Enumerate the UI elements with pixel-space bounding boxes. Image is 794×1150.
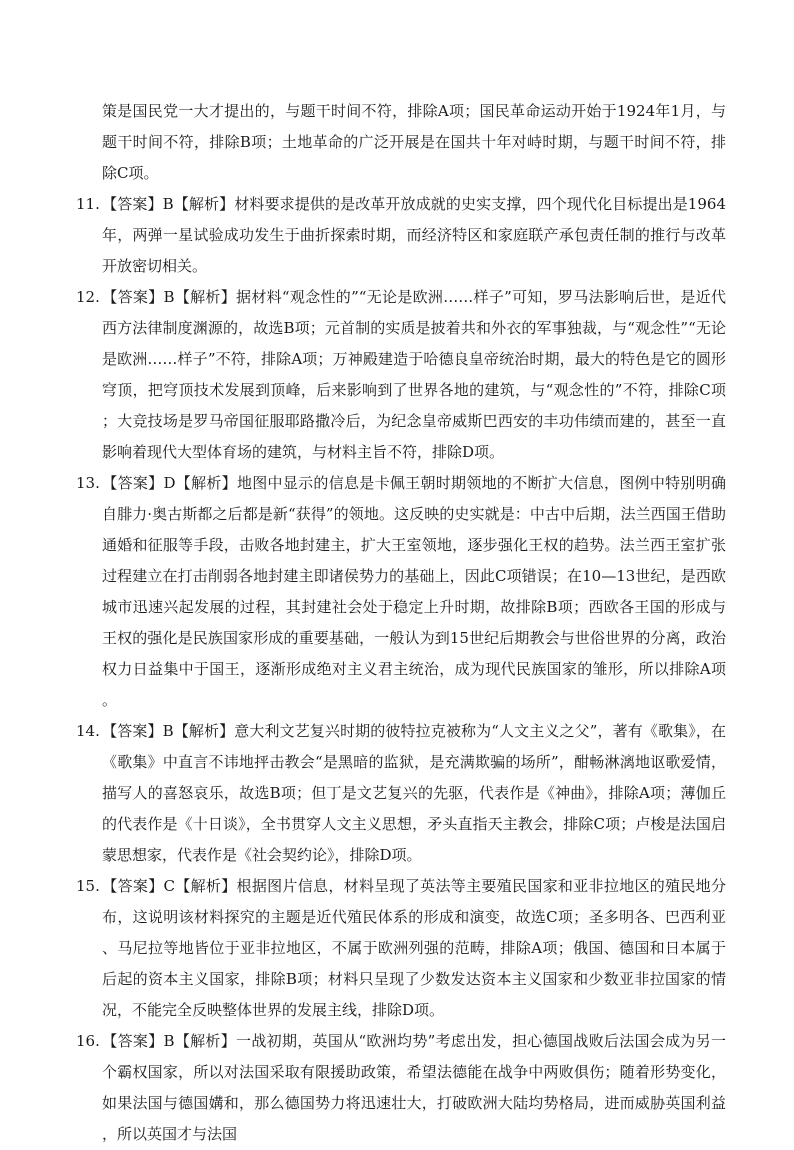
analysis-label: 【解析】 — [175, 474, 237, 492]
analysis-label: 【解析】 — [173, 722, 235, 740]
item-number: 11. — [76, 195, 100, 213]
item-text: 材料要求提供的是改革开放成就的史实支撑，四个现代化目标提出是1964年，两弹一星试验成功发生于曲折探索时期，而经济特区和家庭联产承包责任制的推行与改革开放密切相关。 — [102, 195, 726, 275]
item-number: 15. — [76, 877, 100, 895]
answer-label: 【答案】B — [102, 288, 175, 306]
item-text: 意大利文艺复兴时期的彼特拉克被称为“人文主义之父”，著有《歌集》，在《歌集》中直言不讳地抨击教会“是黑暗的监狱，是充满欺骗的场所”，酣畅淋漓地讴歌爱情，描写人的喜怒哀乐，故选B项；但丁是文艺复兴的先驱，代表作是《神曲》，排除A项；薄伽丘的代表作是《十日谈》，全书贯穿人文主义思想，矛头直指天主教会，排除C项；卢梭是法国启蒙思想家，代表作是《社会契约论》，排除D项。 — [102, 722, 726, 864]
item-number: 16. — [76, 1032, 100, 1050]
item-continuation — [76, 96, 726, 189]
item-text: 根据图片信息，材料呈现了英法等主要殖民国家和亚非拉地区的殖民地分布，这说明该材料探究的主题是近代殖民体系的形成和演变，故选C项；圣多明各、巴西利亚、马尼拉等地皆位于亚非拉地区，不属于欧洲列强的范畴，排除A项；俄国、德国和日本属于后起的资本主义国家，排除B项；材料只呈现了少数发达资本主义国家和少数亚非拉国家的情况，不能完全反映整体世界的发展主线，排除D项。 — [102, 877, 726, 1019]
answer-label: 【答案】B — [102, 722, 174, 740]
answer-item-11 — [76, 189, 726, 282]
item-text: 策是国民党一大才提出的，与题干时间不符，排除A项；国民革命运动开始于1924年1月，与题干时间不符，排除B项；土地革命的广泛开展是在国共十年对峙时期，与题干时间不符，排除C项。 — [102, 102, 726, 182]
analysis-label: 【解析】 — [174, 288, 237, 306]
answer-label: 【答案】B — [102, 195, 174, 213]
item-number: 14. — [76, 722, 100, 740]
answer-label: 【答案】B — [102, 1032, 175, 1050]
answer-item-15 — [76, 871, 726, 1026]
item-number: 13. — [76, 474, 100, 492]
answer-item-13 — [76, 468, 726, 716]
answer-label: 【答案】D — [102, 474, 176, 492]
item-text: 地图中显示的信息是卡佩王朝时期领地的不断扩大信息，图例中特别明确自腓力·奥古斯都之后都是新“获得”的领地。这反映的史实就是：中古中后期，法兰西国王借助通婚和征服等手段，击败各地封建主，扩大王室领地，逐步强化王权的趋势。法兰西王室扩张过程建立在打击削弱各地封建主即诸侯势力的基础上，因此C项错误；在10—13世纪，是西欧城市迅速兴起发展的过程，其封建社会处于稳定上升时期，故排除B项；西欧各王国的形成与王权的强化是民族国家形成的重要基础，一般认为到15世纪后期教会与世俗世界的分离，政治权力日益集中于国王，逐渐形成绝对主义君主统治，成为现代民族国家的雏形，所以排除A项。 — [102, 474, 726, 709]
analysis-label: 【解析】 — [174, 1032, 237, 1050]
answer-analysis-list — [76, 96, 726, 1150]
analysis-label: 【解析】 — [173, 195, 235, 213]
item-text: 据材料“观念性的”“无论是欧洲……样子”可知，罗马法影响后世，是近代西方法律制度渊源的，故选B项；元首制的实质是披着共和外衣的军事独裁，与“观念性”“无论是欧洲……样子”不符，排除A项；万神殿建造于哈德良皇帝统治时期，最大的特色是它的圆形穹顶，把穹顶技术发展到顶峰，后来影响到了世界各地的建筑，与“观念性的”不符，排除C项；大竞技场是罗马帝国征服耶路撒冷后，为纪念皇帝威斯巴西安的丰功伟绩而建的，甚至一直影响着现代大型体育场的建筑，与材料主旨不符，排除D项。 — [102, 288, 726, 461]
answer-item-16 — [76, 1026, 726, 1150]
answer-label: 【答案】C — [102, 877, 175, 895]
analysis-label: 【解析】 — [175, 877, 237, 895]
answer-item-14 — [76, 716, 726, 871]
item-number: 12. — [76, 288, 100, 306]
item-text: 一战初期，英国从“欧洲均势”考虑出发，担心德国战败后法国会成为另一个霸权国家，所以对法国采取有限援助政策，希望法德能在战争中两败俱伤；随着形势变化，如果法国与德国媾和，那么德国势力将迅速壮大，打破欧洲大陆均势格局，进而威胁英国利益，所以英国才与法国 — [102, 1032, 726, 1143]
answer-item-12 — [76, 282, 726, 468]
